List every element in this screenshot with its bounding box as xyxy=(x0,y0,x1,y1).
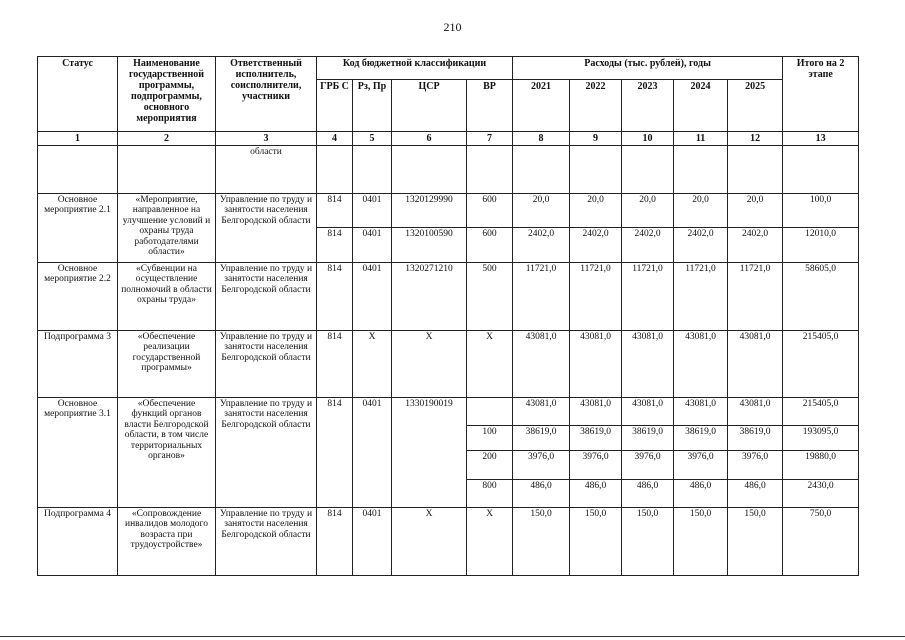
header-name: Наименование государственной программы, подпрограммы, основного мероприятия xyxy=(118,57,216,132)
cell-2024: 20,0 xyxy=(674,194,728,228)
cell-2021: 2402,0 xyxy=(513,228,570,263)
cell-vr: 100 xyxy=(467,426,513,451)
row-status: Основное мероприятие 2.1 xyxy=(38,194,118,263)
cell-2021: 11721,0 xyxy=(513,263,570,331)
cell-2021: 486,0 xyxy=(513,480,570,508)
cell-2024: 2402,0 xyxy=(674,228,728,263)
col-number: 2 xyxy=(118,132,216,146)
cell-total: 2430,0 xyxy=(783,480,859,508)
col-number: 8 xyxy=(513,132,570,146)
col-number: 4 xyxy=(317,132,353,146)
cell-grbs: 814 xyxy=(317,398,353,508)
cell-2022: 43081,0 xyxy=(570,398,622,426)
cell-2025: 20,0 xyxy=(728,194,783,228)
table-row xyxy=(38,263,859,331)
cell-2024: 150,0 xyxy=(674,508,728,576)
cell-vr: 500 xyxy=(467,263,513,331)
cell-2022: 2402,0 xyxy=(570,228,622,263)
col-number: 13 xyxy=(783,132,859,146)
cell-2023: 486,0 xyxy=(622,480,674,508)
cell-vr: 200 xyxy=(467,451,513,480)
cell-2023: 3976,0 xyxy=(622,451,674,480)
cell-2021: 20,0 xyxy=(513,194,570,228)
cell-2023: 2402,0 xyxy=(622,228,674,263)
col-number: 1 xyxy=(38,132,118,146)
col-number: 12 xyxy=(728,132,783,146)
page-bottom-rule xyxy=(0,636,905,637)
cell-vr: X xyxy=(467,508,513,576)
cell-total: 193095,0 xyxy=(783,426,859,451)
header-grbs: ГРБ С xyxy=(317,80,353,132)
cell-2023: 150,0 xyxy=(622,508,674,576)
col-number: 11 xyxy=(674,132,728,146)
budget-table xyxy=(37,56,859,576)
row-status: Основное мероприятие 2.2 xyxy=(38,263,118,331)
row-responsible: Управление по труду и занятости населения Белгородской области xyxy=(216,331,317,398)
cell-vr: 800 xyxy=(467,480,513,508)
cell-2022: 11721,0 xyxy=(570,263,622,331)
header-status: Статус xyxy=(38,57,118,132)
cell-csr: X xyxy=(392,508,467,576)
cell-2024: 43081,0 xyxy=(674,398,728,426)
continuation-cell: области xyxy=(216,146,317,194)
row-name: «Сопровождение инвалидов молодого возраста при трудоустройстве» xyxy=(118,508,216,576)
cell-2023: 38619,0 xyxy=(622,426,674,451)
cell-total: 215405,0 xyxy=(783,398,859,426)
header-year-2025: 2025 xyxy=(728,80,783,132)
table-row xyxy=(38,508,859,576)
col-number: 6 xyxy=(392,132,467,146)
cell-vr xyxy=(467,398,513,426)
cell-2021: 150,0 xyxy=(513,508,570,576)
header-year-2021: 2021 xyxy=(513,80,570,132)
cell-csr: 1320271210 xyxy=(392,263,467,331)
cell-total: 750,0 xyxy=(783,508,859,576)
cell-vr: X xyxy=(467,331,513,398)
row-status: Подпрограмма 4 xyxy=(38,508,118,576)
row-status: Подпрограмма 3 xyxy=(38,331,118,398)
cell-total: 100,0 xyxy=(783,194,859,228)
cell-rz: 0401 xyxy=(353,263,392,331)
cell-2022: 20,0 xyxy=(570,194,622,228)
cell-2024: 486,0 xyxy=(674,480,728,508)
table-row xyxy=(38,398,859,426)
cell-rz: 0401 xyxy=(353,194,392,228)
cell-csr: 1320100590 xyxy=(392,228,467,263)
cell-2023: 43081,0 xyxy=(622,331,674,398)
row-responsible: Управление по труду и занятости населения Белгородской области xyxy=(216,194,317,263)
header-budget-code: Код бюджетной классификации xyxy=(317,57,513,80)
cell-rz: 0401 xyxy=(353,508,392,576)
cell-vr: 600 xyxy=(467,194,513,228)
cell-2021: 43081,0 xyxy=(513,398,570,426)
cell-vr: 600 xyxy=(467,228,513,263)
col-number: 3 xyxy=(216,132,317,146)
cell-total: 215405,0 xyxy=(783,331,859,398)
row-responsible: Управление по труду и занятости населения Белгородской области xyxy=(216,508,317,576)
cell-2023: 20,0 xyxy=(622,194,674,228)
header-responsible: Ответственный исполнитель, соисполнители, участники xyxy=(216,57,317,132)
table-row xyxy=(38,331,859,398)
cell-2022: 150,0 xyxy=(570,508,622,576)
cell-2022: 38619,0 xyxy=(570,426,622,451)
cell-2023: 11721,0 xyxy=(622,263,674,331)
cell-2021: 3976,0 xyxy=(513,451,570,480)
cell-2022: 3976,0 xyxy=(570,451,622,480)
col-number: 9 xyxy=(570,132,622,146)
row-name: «Мероприятие, направленное на улучшение условий и охраны труда работодателями области» xyxy=(118,194,216,263)
cell-2024: 43081,0 xyxy=(674,331,728,398)
cell-2025: 43081,0 xyxy=(728,398,783,426)
header-year-2023: 2023 xyxy=(622,80,674,132)
header-year-2024: 2024 xyxy=(674,80,728,132)
cell-2022: 486,0 xyxy=(570,480,622,508)
page-number: 210 xyxy=(443,20,462,34)
cell-2025: 43081,0 xyxy=(728,331,783,398)
cell-2025: 38619,0 xyxy=(728,426,783,451)
row-responsible: Управление по труду и занятости населения Белгородской области xyxy=(216,398,317,508)
table-row xyxy=(38,194,859,228)
cell-2023: 43081,0 xyxy=(622,398,674,426)
row-name: «Обеспечение функций органов власти Белгородской области, в том числе территориальных органов» xyxy=(118,398,216,508)
cell-csr: 1330190019 xyxy=(392,398,467,508)
header-total: Итого на 2 этапе xyxy=(783,57,859,132)
col-number: 10 xyxy=(622,132,674,146)
header-year-2022: 2022 xyxy=(570,80,622,132)
cell-2022: 43081,0 xyxy=(570,331,622,398)
cell-2024: 11721,0 xyxy=(674,263,728,331)
cell-grbs: 814 xyxy=(317,331,353,398)
cell-2021: 43081,0 xyxy=(513,331,570,398)
header-csr: ЦСР xyxy=(392,80,467,132)
header-expenses: Расходы (тыс. рублей), годы xyxy=(513,57,783,80)
cell-2025: 150,0 xyxy=(728,508,783,576)
table-row xyxy=(38,146,859,194)
row-responsible: Управление по труду и занятости населения Белгородской области xyxy=(216,263,317,331)
cell-rz: 0401 xyxy=(353,228,392,263)
header-rz: Рз, Пр xyxy=(353,80,392,132)
cell-grbs: 814 xyxy=(317,194,353,228)
cell-csr: X xyxy=(392,331,467,398)
cell-grbs: 814 xyxy=(317,508,353,576)
cell-2025: 486,0 xyxy=(728,480,783,508)
cell-total: 19880,0 xyxy=(783,451,859,480)
cell-grbs: 814 xyxy=(317,263,353,331)
row-name: «Субвенции на осуществление полномочий в области охраны труда» xyxy=(118,263,216,331)
row-name: «Обеспечение реализации государственной программы» xyxy=(118,331,216,398)
cell-2024: 38619,0 xyxy=(674,426,728,451)
cell-2025: 2402,0 xyxy=(728,228,783,263)
col-number: 5 xyxy=(353,132,392,146)
cell-2025: 11721,0 xyxy=(728,263,783,331)
cell-2025: 3976,0 xyxy=(728,451,783,480)
cell-total: 12010,0 xyxy=(783,228,859,263)
cell-2024: 3976,0 xyxy=(674,451,728,480)
cell-grbs: 814 xyxy=(317,228,353,263)
cell-csr: 1320129990 xyxy=(392,194,467,228)
row-status: Основное мероприятие 3.1 xyxy=(38,398,118,508)
header-vr: ВР xyxy=(467,80,513,132)
cell-2021: 38619,0 xyxy=(513,426,570,451)
cell-rz: X xyxy=(353,331,392,398)
cell-total: 58605,0 xyxy=(783,263,859,331)
col-number: 7 xyxy=(467,132,513,146)
cell-rz: 0401 xyxy=(353,398,392,508)
